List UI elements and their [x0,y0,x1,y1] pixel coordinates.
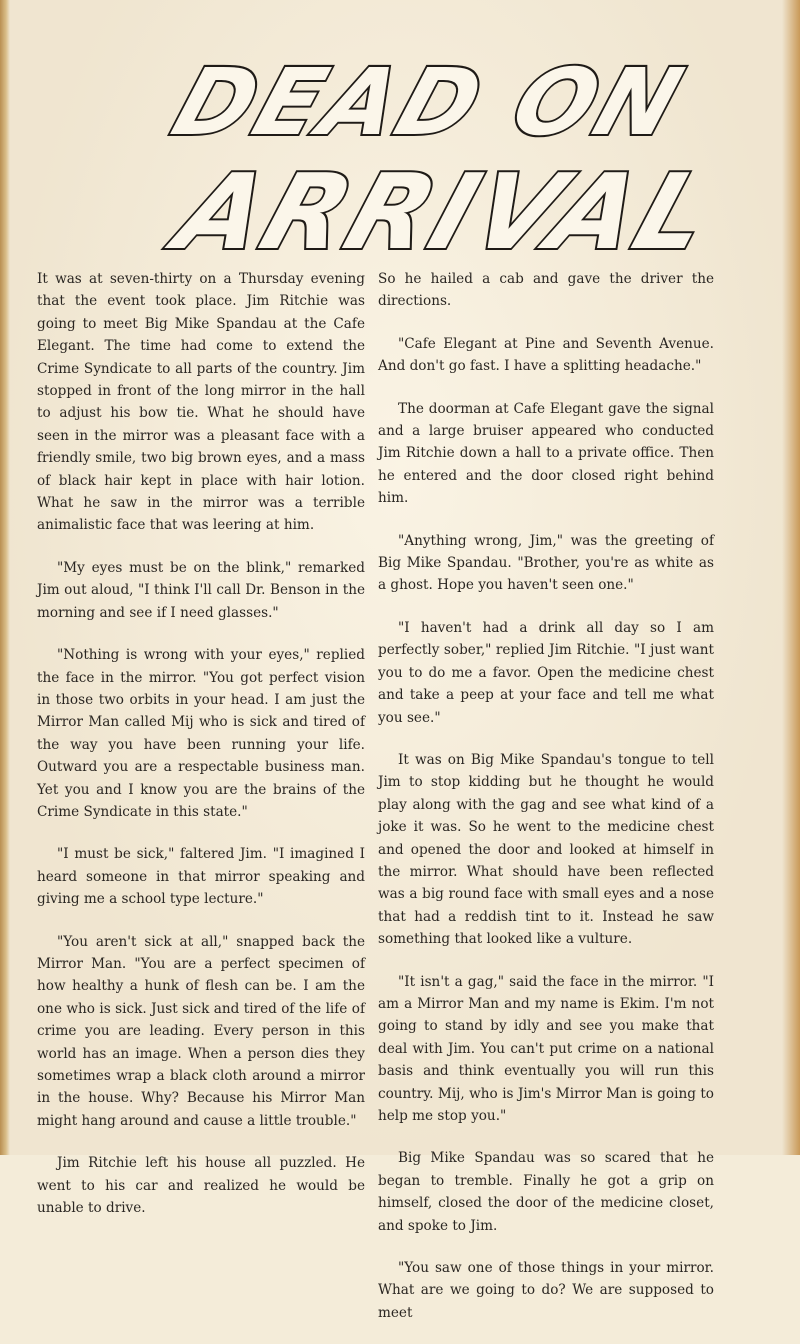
title-line-1: DEAD ON [160,49,698,157]
paragraph: It was on Big Mike Spandau's tongue to tell Jim to stop kidding but he thought he would play along with the gag and see what kind of a joke it was. So he went to the medicine chest and opened the door and looked at himself in the mirror. What should have been reflected was a big round face with small eyes and a nose that had a reddish tint to it. Instead he saw something that looked like a vulture. [378,751,714,948]
paragraph: "You saw one of those things in your mirror. What are we going to do? We are supposed to meet [378,1260,714,1321]
paragraph: So he hailed a cab and gave the driver the directions. [378,271,714,310]
title-lettering [140,36,730,274]
right-column [378,268,714,1344]
paragraph: "My eyes must be on the blink," remarked Jim out aloud, "I think I'll call Dr. Benson in the morning and see if I need glasses." [37,559,365,621]
paragraph: "It isn't a gag," said the face in the mirror. "I am a Mirror Man and my name is Ekim. I'm not going to stand by idly and see you make that deal with Jim. You can't put crime on a national basis and think eventually you will run this country. Mij, who is Jim's Mirror Man is going to help me stop you." [378,973,714,1124]
left-column [37,268,365,1239]
story-title [140,36,730,274]
paragraph: "I must be sick," faltered Jim. "I imagined I heard someone in that mirror speaking and giving me a school type lecture." [37,846,365,908]
title-line-2: ARRIVAL [162,152,730,274]
paragraph: The doorman at Cafe Elegant gave the signal and a large bruiser appeared who conducted Jim Ritchie down a hall to a private office. Then he entered and the door closed right behind him. [378,400,714,507]
paragraph: "Nothing is wrong with your eyes," replied the face in the mirror. "You got perfect vision in those two orbits in your head. I am just the Mirror Man called Mij who is sick and tired of the way you have been running your life. Outward you are a respectable business man. Yet you and I know you are the brains of the Crime Syndicate in this state." [37,647,365,820]
paragraph: "You aren't sick at all," snapped back the Mirror Man. "You are a perfect specimen of how healthy a hunk of flesh can be. I am the one who is sick. Just sick and tired of the life of crime you are leading. Every person in this world has an image. When a person dies they sometimes wrap a black cloth around a mirror in the house. Why? Because his Mirror Man might hang around and cause a little trouble." [37,933,365,1129]
paragraph: "Anything wrong, Jim," was the greeting of Big Mike Spandau. "Brother, you're as white as a ghost. Hope you haven't seen one." [378,532,714,594]
paragraph: Jim Ritchie left his house all puzzled. He went to his car and realized he would be unable to drive. [37,1155,365,1217]
paragraph: Big Mike Spandau was so scared that he began to tremble. Finally he got a grip on himself, closed the door of the medicine closet, and spoke to Jim. [378,1150,714,1234]
page-spine-edge [0,0,10,1155]
paragraph: It was at seven-thirty on a Thursday evening that the event took place. Jim Ritchie was going to meet Big Mike Spandau at the Cafe Elegant. The time had come to extend the Crime Syndicate to all parts of the country. Jim stopped in front of the long mirror in the hall to adjust his bow tie. What he should have seen in the mirror was a pleasant face with a friendly smile, two big brown eyes, and a mass of black hair kept in place with hair lotion. What he saw in the mirror was a terrible animalistic face that was leering at him. [37,271,365,534]
paragraph: "Cafe Elegant at Pine and Seventh Avenue. And don't go fast. I have a splitting headache." [378,335,714,375]
paragraph: "I haven't had a drink all day so I am perfectly sober," replied Jim Ritchie. "I just want you to do me a favor. Open the medicine chest and take a peep at your face and tell me what you see." [378,619,714,726]
page-right-edge [782,0,800,1155]
